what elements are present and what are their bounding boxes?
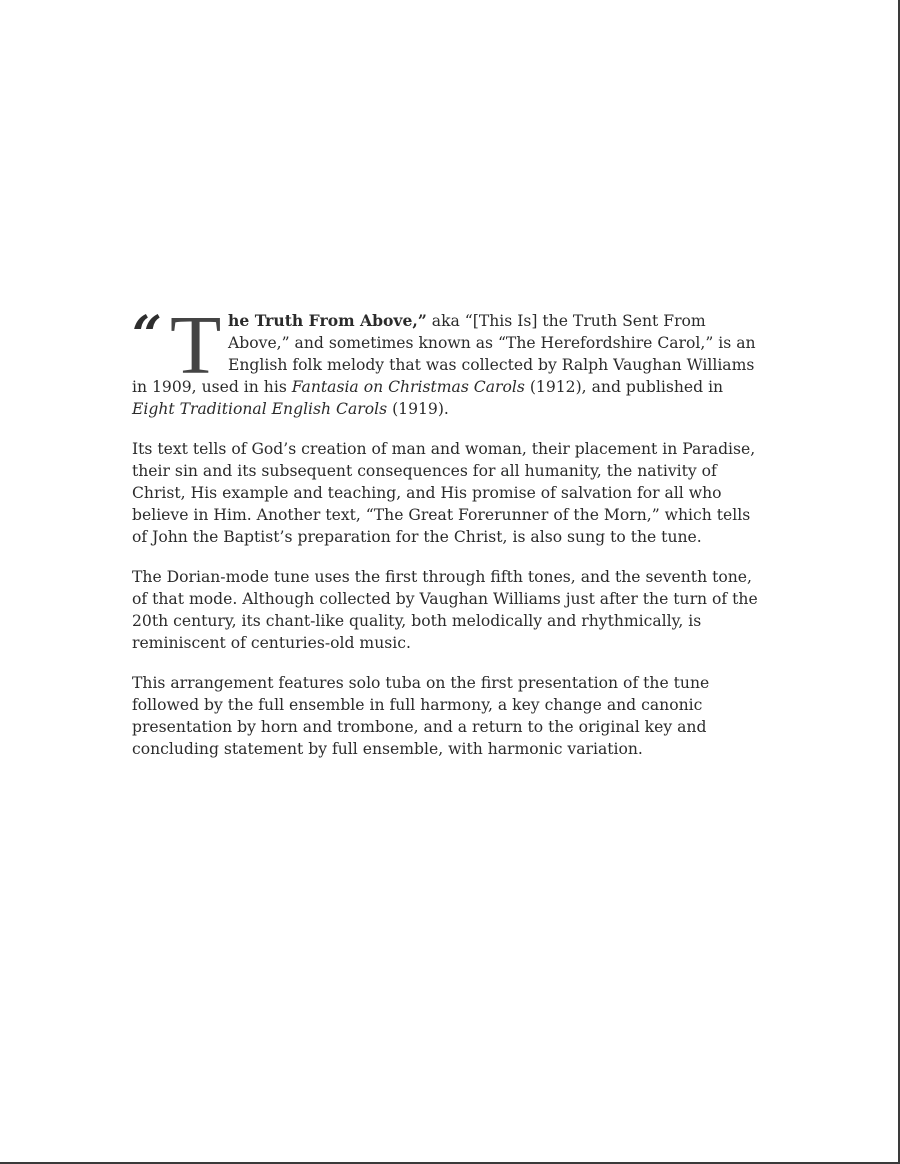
- drop-cap: [132, 299, 228, 392]
- paragraph-arrangement: This arrangement features solo tuba on the first presentation of the tune followed by the full ensemble in full harmony, a key change and canonic presentation by horn and trombone, and a return to the original key and concluding statement by full ensemble, with harmonic variation.: [132, 674, 710, 758]
- paragraph-intro: [132, 299, 768, 420]
- work-title-eight-carols: Eight Traditional English Carols: [132, 400, 388, 418]
- intro-text-3: (1919).: [387, 400, 449, 418]
- intro-text-2: (1912), and published in: [524, 378, 724, 396]
- intro-text-1: aka “[This Is] the Truth Sent From Above,” and sometimes known as “The Herefordshire Carol,” is an English folk melody that was collected by Ralph Vaughan Williams in 1909, used in his: [132, 312, 756, 396]
- title-text: he Truth From Above,”: [228, 311, 427, 330]
- paragraph-dorian-mode: The Dorian-mode tune uses the first through fifth tones, and the seventh tone, of that mode. Although collected by Vaughan Williams just after the turn of the 20th century, its chant-like quality, both melodically and rhythmically, is reminiscent of centuries-old music.: [132, 568, 758, 652]
- drop-cap-quote: “: [132, 305, 162, 366]
- work-title-fantasia: Fantasia on Christmas Carols: [291, 378, 525, 396]
- paragraph-text-meaning: Its text tells of God’s creation of man and woman, their placement in Paradise, their sin and its subsequent consequences for all humanity, the nativity of Christ, His example and teaching, and His promise of salvation for all who believe in Him. Another text, “The Great Forerunner of the Morn,” which tells of John the Baptist’s preparation for the Christ, is also sung to the tune.: [132, 440, 756, 546]
- body-text: [132, 299, 768, 778]
- drop-cap-letter: T: [170, 299, 222, 392]
